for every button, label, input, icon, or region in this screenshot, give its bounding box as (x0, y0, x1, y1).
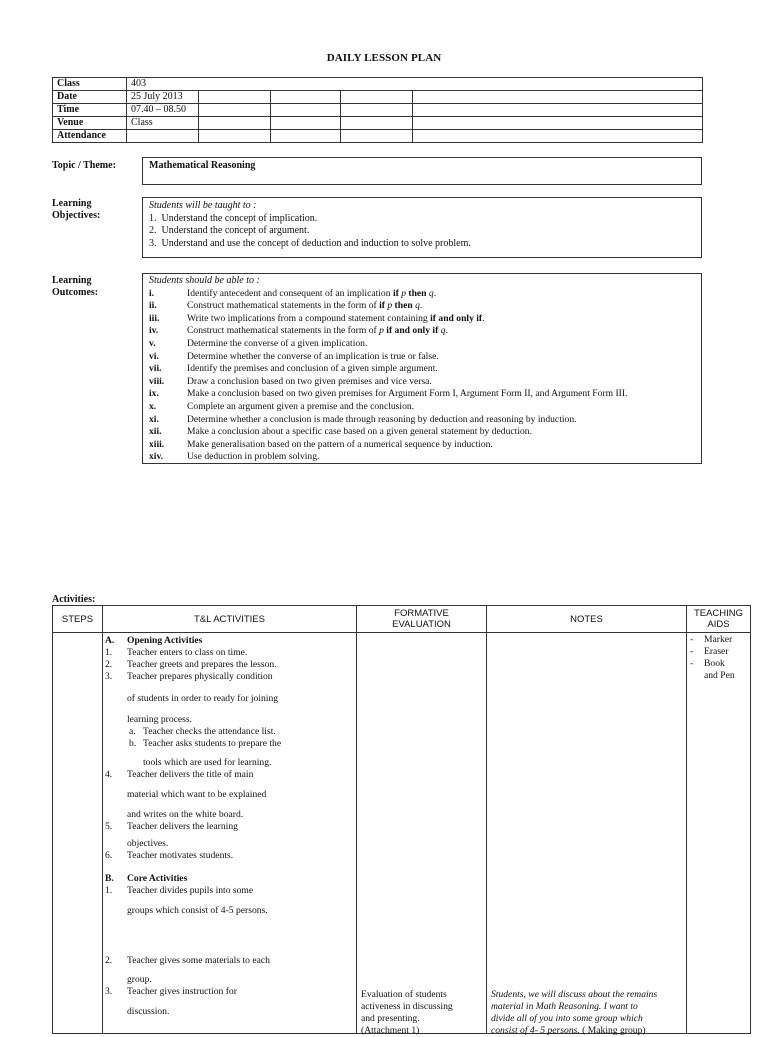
outcome-number: viii. (149, 375, 165, 387)
outcome-text: Complete an argument given a premise and the conclusion. (187, 400, 415, 412)
tl-line: Teacher delivers the learning (127, 821, 238, 832)
formative-cell (357, 633, 487, 1034)
outcomes-label (52, 275, 98, 299)
outcome-number: xiii. (149, 438, 165, 450)
outcome-text: Make generalisation based on the pattern of a numerical sequence by induction. (187, 438, 493, 450)
outcome-item (149, 325, 695, 338)
topic-label: Topic / Theme: (52, 160, 116, 171)
topic-value: Mathematical Reasoning (149, 160, 256, 171)
notes-line: consist of 4- 5 persons. ( Making group) (491, 1025, 646, 1036)
outcome-item (149, 363, 695, 376)
tl-line: Teacher gives some materials to each (127, 955, 270, 966)
info-value: 25 July 2013 (127, 91, 199, 104)
objectives-intro: Students will be taught to : (149, 200, 257, 211)
aid-item: - Book (690, 658, 725, 669)
info-label: Class (53, 78, 127, 91)
objective-text: Understand the concept of implication. (161, 212, 318, 224)
outcome-number: v. (149, 337, 156, 349)
objective-item (149, 225, 695, 238)
outcome-item (149, 439, 695, 452)
outcome-text: Determine whether the converse of an implication is true or false. (187, 350, 439, 362)
outcome-item (149, 338, 695, 351)
tl-line: Teacher divides pupils into some (127, 885, 254, 896)
info-row-time (53, 104, 703, 117)
info-value: 403 (127, 78, 703, 91)
tl-activities-cell: A. Opening Activities 1. Teacher enters to class on time. 2. Teacher greets and prepares the lesson. 3. Teacher prepares physically condition of students in order to ready for joining learning process. a. Teacher checks the attendance list. b. Teacher asks students to prepare the tools which are used for learning. 4. Teacher delivers the title of main material which want to be explained and writes on the white board. 5. Teacher delivers the learning objectives. 6. Teacher motivates students. B. Core Activities 1. Teacher divides pupils into some groups which consist of 4-5 persons. 2. Teacher gives some materials to each group. 3. Teacher gives instruction for discussion. (103, 633, 357, 1034)
tl-line: of students in order to ready for joining (127, 693, 279, 704)
objectives-box (142, 197, 702, 258)
outcome-number: xiv. (149, 451, 164, 463)
tl-line: Teacher delivers the title of main (127, 769, 254, 780)
info-label: Attendance (53, 130, 127, 143)
outcome-item (149, 414, 695, 427)
formative-line: Evaluation of students (361, 989, 447, 1000)
tl-line: Teacher enters to class on time. (127, 647, 248, 658)
outcomes-list (149, 288, 695, 464)
outcomes-label-line2: Outcomes: (52, 287, 99, 298)
core-title: Core Activities (127, 873, 188, 884)
tl-line: Teacher greets and prepares the lesson. (127, 659, 277, 670)
outcomes-intro: Students should be able to : (149, 275, 260, 286)
outcome-text: Make a conclusion about a specific case based on a given general statement by deduction. (187, 426, 532, 438)
formative-line: (Attachment 1) (361, 1025, 420, 1036)
notes-cell (487, 633, 687, 1034)
tl-line: tools which are used for learning. (143, 757, 272, 768)
tl-line: objectives. (127, 838, 169, 849)
outcome-number: x. (149, 400, 157, 412)
tl-line: group. (127, 974, 152, 985)
activities-body-row (53, 633, 751, 1034)
info-row-date (53, 91, 703, 104)
opening-title: Opening Activities (127, 635, 203, 646)
tl-line: Teacher checks the attendance list. (143, 726, 276, 737)
opening-letter: A. (105, 635, 115, 646)
aid-item: - Marker (690, 634, 733, 645)
outcome-item (149, 426, 695, 439)
core-letter: B. (105, 873, 114, 884)
activities-label: Activities: (52, 594, 96, 605)
outcome-number: iv. (149, 325, 159, 337)
header-teaching-aids: TEACHING AIDS (687, 606, 751, 633)
objective-number: 3. (149, 237, 157, 249)
outcome-item (149, 401, 695, 414)
header-tl-activities: T&L ACTIVITIES (103, 606, 357, 633)
header-notes: NOTES (487, 606, 687, 633)
steps-cell (53, 633, 103, 1034)
aid-item: and Pen (704, 670, 735, 681)
aid-item: - Eraser (690, 646, 729, 657)
objectives-label-line1: Learning (52, 198, 92, 209)
objective-text: Understand the concept of argument. (161, 225, 310, 237)
outcome-number: ii. (149, 300, 157, 312)
outcome-text: Make a conclusion based on two given premises for Argument Form I, Argument Form II, and Argument Form III. (187, 388, 628, 400)
tl-line: discussion. (127, 1006, 170, 1017)
info-value (127, 130, 199, 143)
objective-item (149, 213, 695, 226)
outcome-number: xi. (149, 413, 159, 425)
outcome-number: ix. (149, 388, 159, 400)
objectives-label (52, 198, 100, 222)
outcome-number: vii. (149, 363, 162, 375)
outcome-item (149, 376, 695, 389)
tl-line: groups which consist of 4-5 persons. (127, 905, 268, 916)
tl-line: and writes on the white board. (127, 809, 244, 820)
activities-header-row (53, 606, 751, 633)
info-label: Time (53, 104, 127, 117)
info-row-attendance (53, 130, 703, 143)
info-row-class (53, 78, 703, 91)
notes-line: material in Math Reasoning. I want to (491, 1001, 638, 1012)
outcome-text: Construct mathematical statements in the form of if p then q. (187, 300, 423, 312)
outcome-item (149, 388, 695, 401)
outcome-number: iii. (149, 312, 160, 324)
outcome-number: xii. (149, 426, 162, 438)
objective-item (149, 238, 695, 251)
outcome-text: Draw a conclusion based on two given premises and vice versa. (187, 375, 432, 387)
notes-line: divide all of you into some group which (491, 1013, 643, 1024)
outcome-item (149, 288, 695, 301)
objectives-label-line2: Objectives: (52, 210, 101, 221)
outcome-number: vi. (149, 350, 159, 362)
outcomes-box (142, 273, 702, 464)
outcome-text: Write two implications from a compound statement containing if and only if. (187, 312, 485, 324)
activities-table (52, 605, 751, 1034)
tl-line: material which want to be explained (127, 789, 267, 800)
outcome-text: Use deduction in problem solving. (187, 451, 320, 463)
info-value: Class (127, 117, 199, 130)
tl-line: learning process. (127, 714, 193, 725)
outcome-text: Identify antecedent and consequent of an implication if p then q. (187, 287, 437, 299)
outcomes-label-line1: Learning (52, 275, 92, 286)
objective-number: 1. (149, 212, 157, 224)
info-row-venue (53, 117, 703, 130)
outcome-number: i. (149, 287, 155, 299)
header-formative-evaluation: FORMATIVE EVALUATION (357, 606, 487, 633)
objective-text: Understand and use the concept of deduction and induction to solve problem. (161, 237, 471, 249)
outcome-text: Construct mathematical statements in the form of p if and only if q. (187, 325, 448, 337)
info-value: 07.40 – 08.50 (127, 104, 199, 117)
outcome-item (149, 451, 695, 464)
header-steps: STEPS (53, 606, 103, 633)
info-label: Venue (53, 117, 127, 130)
notes-line: Students, we will discuss about the remains (491, 989, 658, 1000)
info-label: Date (53, 91, 127, 104)
outcome-text: Identify the premises and conclusion of a given simple argument. (187, 363, 438, 375)
outcome-item (149, 300, 695, 313)
lesson-info-table (52, 77, 703, 143)
outcome-text: Determine whether a conclusion is made through reasoning by deduction and reasoning by induction. (187, 413, 577, 425)
page-title: DAILY LESSON PLAN (326, 52, 442, 64)
tl-line: Teacher prepares physically condition (127, 671, 273, 682)
teaching-aids-cell (687, 633, 751, 1034)
formative-line: and presenting. (361, 1013, 420, 1024)
outcome-text: Determine the converse of a given implication. (187, 337, 368, 349)
tl-line: Teacher motivates students. (127, 850, 234, 861)
objective-number: 2. (149, 225, 157, 237)
tl-line: Teacher asks students to prepare the (143, 738, 282, 749)
topic-box (142, 157, 702, 185)
outcome-item (149, 313, 695, 326)
formative-line: activeness in discussing (361, 1001, 453, 1012)
tl-line: Teacher gives instruction for (127, 986, 237, 997)
outcome-item (149, 351, 695, 364)
